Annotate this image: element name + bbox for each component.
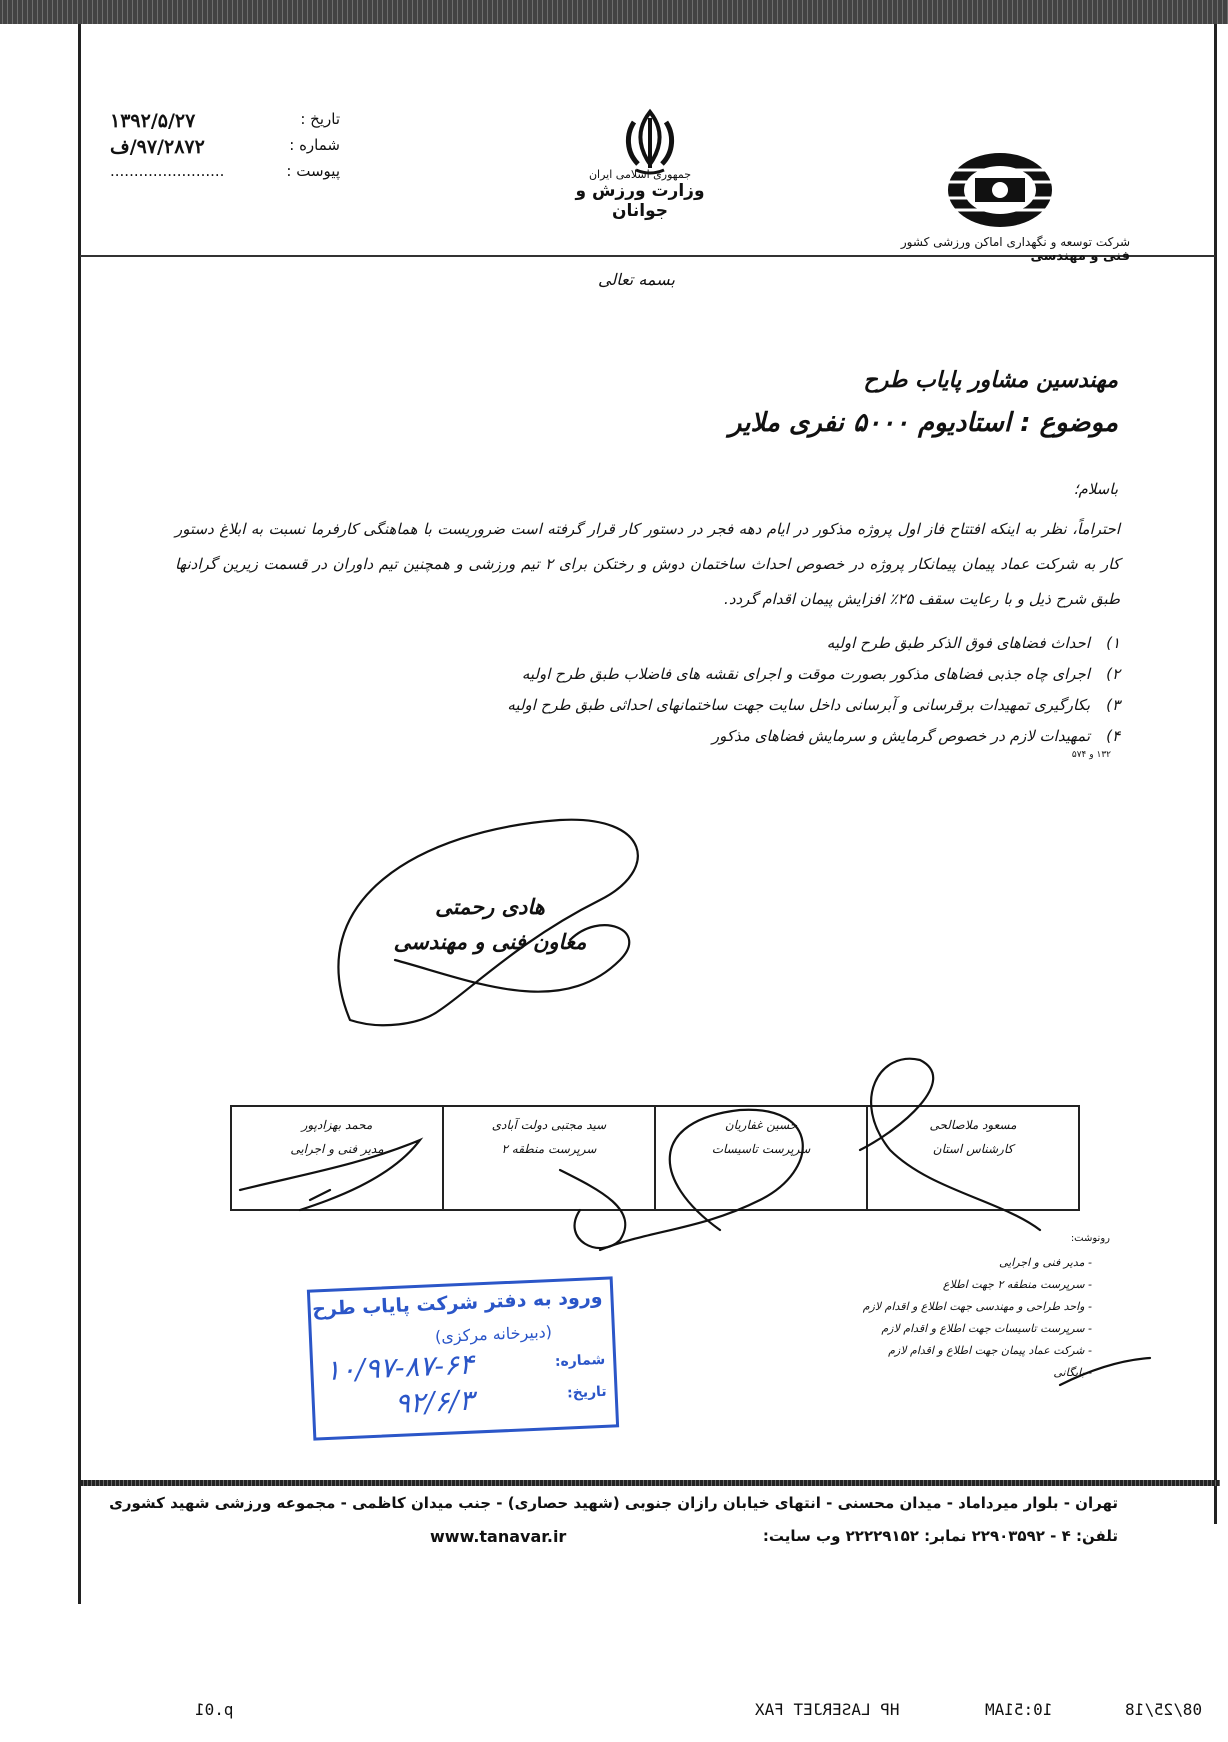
page-border-left: [78, 24, 81, 1604]
stamp-subtitle: (دبیرخانه مرکزی): [434, 1322, 553, 1347]
footer-divider: [80, 1480, 1220, 1486]
fax-date: 08/25/18: [1125, 1700, 1203, 1719]
ministry-name: وزارت ورزش و جوانان: [575, 181, 705, 221]
invocation: بسمه تعالی: [598, 270, 675, 289]
footer-phones: تلفن: ۴ - ۲۲۹۰۳۵۹۲ نمابر: ۲۲۲۲۹۱۵۲ وب سایت:: [762, 1527, 1118, 1545]
letter-body: احتراماً، نظر به اینکه افتتاح فاز اول پروژه مذکور در ایام دهه فجر در دستور کار قرار گرفته است ضروریست با هماهنگی کارفرما نسبت به ابلاغ دستور کار به شرکت عماد پیمان پیمانکار پروژه در خصوص احداث ساختمان دوش و رختکن برای ۲ تیم ورزشی و همچنین تیم داوران در قسمت زیرین گرادنها طبق شرح ذیل و با رعایت سقف ۲۵٪ افزایش پیمان اقدام گردد.: [175, 520, 1121, 608]
company-logo-icon: [945, 150, 1055, 230]
recipient: مهندسین مشاور پایاب طرح: [863, 368, 1118, 393]
footer-website: www.tanavar.ir: [430, 1527, 567, 1546]
main-signature-stroke: [338, 820, 637, 1026]
list-item: ۳) بکارگیری تمهیدات برقرسانی و آبرسانی داخل سایت جهت ساختمانهای احداثی طبق طرح اولیه: [507, 696, 1120, 714]
attachment-value: ........................: [110, 162, 225, 180]
distribution-list: [830, 1252, 1092, 1384]
footer-address: تهران - بلوار میرداماد - میدان محسنی - انتهای خیابان رازان جنوبی (شهید حصاری) - جنب میدان کاظمی - مجموعه ورزشی شهید کشوری: [109, 1494, 1118, 1512]
list-item: - شرکت عماد پیمان جهت اطلاع و اقدام لازم: [888, 1344, 1092, 1357]
stamp-number-value: ۱۰/۹۷-۸۷-۶۴: [324, 1347, 475, 1387]
list-item: - مدیر فنی و اجرایی: [998, 1256, 1092, 1269]
approval-cell: سید مجتبی دولت آبادی سرپرست منطقه ۲: [443, 1106, 655, 1210]
salutation: باسلام؛: [1073, 480, 1118, 498]
item-list: [300, 628, 1120, 752]
list-item: ۲) اجرای چاه جذبی فضاهای مذکور بصورت موقت و اجرای نقشه های فاضلاب طبق طرح اولیه: [521, 665, 1120, 683]
fax-time: 10:51AM: [985, 1700, 1053, 1719]
stamp-date-label: تاریخ:: [566, 1383, 607, 1402]
receipt-stamp: [307, 1276, 619, 1440]
ministry-block: [560, 168, 720, 221]
subject-line: موضوع : استادیوم ۵۰۰۰ نفری ملایر: [728, 408, 1118, 438]
company-block: [860, 235, 1130, 264]
fax-device: HP LASERJET FAX: [755, 1700, 900, 1719]
list-item: - واحد طراحی و مهندسی جهت اطلاع و اقدام لازم: [862, 1300, 1092, 1313]
list-item: ۱) احداث فضاهای فوق الذکر طبق طرح اولیه: [826, 634, 1120, 652]
company-name: شرکت توسعه و نگهداری اماکن ورزشی کشور: [900, 235, 1130, 249]
stamp-number-label: شماره:: [554, 1351, 606, 1370]
letter-meta: [110, 110, 340, 188]
number-label: شماره :: [289, 136, 340, 154]
stamp-date-value: ۹۲/۶/۳: [394, 1383, 475, 1420]
date-label: تاریخ :: [300, 110, 340, 128]
approval-table: [230, 1105, 1080, 1211]
number-value: ۹۷/۲۸۷۲/ف: [110, 136, 205, 158]
ministry-small: جمهوری اسلامی ایران: [588, 168, 692, 181]
date-value: ۱۳۹۲/۵/۲۷: [110, 110, 196, 132]
list-item: - سرپرست تاسیسات جهت اطلاع و اقدام لازم: [881, 1322, 1092, 1335]
signatory-name: هادی رحمتی: [435, 895, 545, 919]
signatory-title: معاون فنی و مهندسی: [393, 930, 587, 954]
distribution-title: رونوشت:: [1070, 1233, 1110, 1244]
fax-header-strip: [0, 0, 1228, 24]
page-border-right: [1214, 24, 1217, 1524]
list-item: - بایگانی: [1053, 1366, 1092, 1379]
approval-cell: حسین غفاریان سرپرست تاسیسات: [655, 1106, 867, 1210]
attachment-label: پیوست :: [286, 162, 340, 180]
approval-cell: محمد بهزادپور مدیر فنی و اجرایی: [231, 1106, 443, 1210]
reference-note: ۱۳۲ و ۵۷۴: [1071, 750, 1111, 760]
department-name: فنی و مهندسی: [1030, 249, 1130, 264]
approval-cell: مسعود ملاصالحی کارشناس استان: [867, 1106, 1079, 1210]
list-item: - سرپرست منطقه ۲ جهت اطلاع: [942, 1278, 1092, 1291]
list-item: ۴) تمهیدات لازم در خصوص گرمایش و سرمایش فضاهای مذکور: [711, 727, 1120, 745]
stamp-title: ورود به دفتر شرکت پایاب طرح: [311, 1285, 603, 1321]
fax-page: p.01: [195, 1700, 234, 1719]
